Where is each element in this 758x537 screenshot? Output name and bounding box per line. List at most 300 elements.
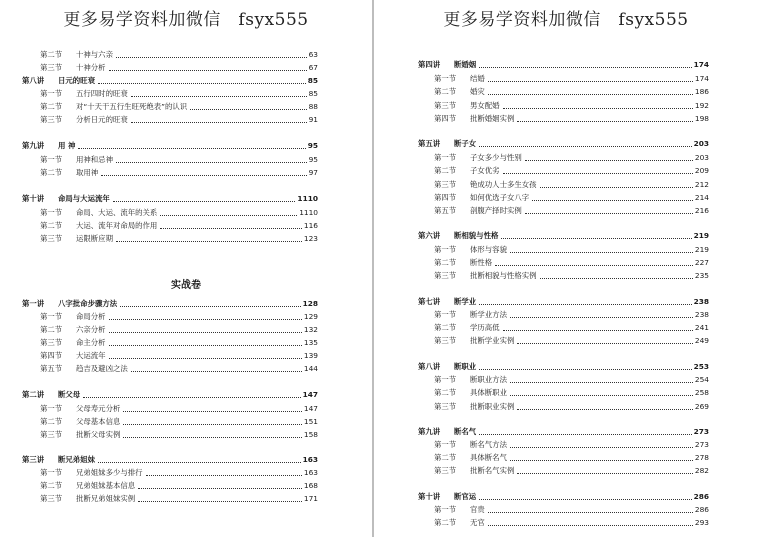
toc-page-number: 273 — [694, 440, 709, 449]
toc-section-entry[interactable] — [434, 374, 709, 385]
dot-leader — [510, 394, 693, 396]
toc-page-number: 254 — [694, 375, 709, 384]
toc-label — [434, 179, 537, 190]
toc-page-number: 129 — [303, 312, 318, 321]
toc-page-number: 269 — [694, 402, 709, 411]
dot-leader — [78, 147, 305, 149]
toc-lecture-entry[interactable] — [22, 454, 318, 465]
toc-section-entry[interactable] — [40, 363, 318, 374]
toc-number: 第三节 — [434, 336, 457, 345]
toc-label — [22, 140, 75, 151]
toc-section-entry[interactable] — [434, 113, 709, 124]
dot-leader — [503, 172, 693, 174]
toc-number: 第一节 — [40, 468, 63, 477]
toc-title: 断性格 — [470, 258, 493, 267]
toc-section-entry[interactable] — [434, 165, 709, 176]
toc-number: 第一节 — [434, 310, 457, 319]
toc-title: 断职业 — [454, 362, 477, 371]
dot-leader — [488, 80, 693, 82]
dot-leader — [109, 318, 302, 320]
toc-title: 具体断职业 — [470, 388, 507, 397]
toc-page-number: 212 — [694, 180, 709, 189]
toc-section-entry[interactable] — [40, 154, 318, 165]
dot-leader — [101, 174, 306, 176]
toc-section-entry[interactable] — [40, 311, 318, 322]
toc-label — [418, 426, 476, 437]
dot-leader — [116, 56, 307, 58]
toc-number: 第二节 — [40, 325, 63, 334]
toc-page-number: 253 — [693, 362, 709, 371]
toc-title: 批断婚姻实例 — [470, 114, 515, 123]
dot-leader — [503, 107, 693, 109]
toc-number: 第二节 — [434, 323, 457, 332]
dot-leader — [160, 227, 302, 229]
toc-number: 第二节 — [40, 417, 63, 426]
toc-number: 第七讲 — [418, 297, 441, 306]
toc-section-entry[interactable] — [40, 101, 318, 112]
right-page — [374, 0, 758, 537]
dot-leader — [116, 161, 307, 163]
toc-page-number: 227 — [694, 258, 709, 267]
toc-label — [434, 270, 537, 281]
toc-page-number: 139 — [303, 351, 318, 360]
toc-title: 五行四时的旺衰 — [76, 89, 128, 98]
dot-leader — [532, 199, 693, 201]
toc-page-number: 85 — [308, 89, 318, 98]
toc-number: 第二节 — [40, 102, 63, 111]
toc-label — [434, 113, 514, 124]
toc-page-number: 85 — [307, 76, 318, 85]
dot-leader — [479, 303, 691, 305]
dot-leader — [517, 408, 693, 410]
toc-label — [434, 452, 507, 463]
toc-title: 对“十天干五行生旺死绝表”的认识 — [76, 102, 188, 111]
dot-leader — [525, 159, 693, 161]
toc-section-entry[interactable] — [434, 244, 709, 255]
toc-section-entry[interactable] — [40, 167, 318, 178]
toc-number: 第一节 — [434, 505, 457, 514]
toc-page-number: 238 — [694, 310, 709, 319]
toc-section-entry[interactable] — [40, 480, 318, 491]
toc-page-number: 192 — [694, 101, 709, 110]
toc-page-number: 203 — [694, 153, 709, 162]
toc-title: 断学业 — [454, 297, 477, 306]
toc-title: 父母寿元分析 — [76, 404, 121, 413]
toc-number: 第三节 — [434, 466, 457, 475]
toc-label — [434, 401, 514, 412]
toc-number: 第三节 — [40, 63, 63, 72]
toc-label — [40, 416, 120, 427]
toc-page-number: 91 — [308, 115, 318, 124]
toc-label — [40, 114, 128, 125]
toc-number: 第二节 — [40, 221, 63, 230]
toc-page-number: 286 — [693, 492, 709, 501]
toc-lecture-entry[interactable] — [418, 491, 709, 502]
page-header: 更多易学资料加微信 fsyx555 — [443, 10, 689, 30]
toc-title: 命主分析 — [76, 338, 106, 347]
toc-label — [434, 73, 485, 84]
toc-section-entry[interactable] — [434, 401, 709, 412]
toc-lecture-entry[interactable] — [418, 426, 709, 437]
toc-number: 第三节 — [434, 101, 457, 110]
toc-label — [434, 152, 522, 163]
toc-page-number: 238 — [693, 297, 709, 306]
dot-leader — [98, 82, 306, 84]
toc-label — [434, 165, 500, 176]
toc-title: 断官运 — [454, 492, 477, 501]
toc-number: 第五节 — [434, 206, 457, 215]
toc-section-entry[interactable] — [434, 387, 709, 398]
toc-label — [22, 389, 80, 400]
toc-label — [434, 374, 507, 385]
toc-section-entry[interactable] — [434, 179, 709, 190]
toc-label — [40, 311, 106, 322]
toc-label — [434, 100, 500, 111]
toc-lecture-entry[interactable] — [22, 75, 318, 86]
toc-section-entry[interactable] — [40, 62, 318, 73]
toc-number: 第三节 — [434, 180, 457, 189]
dot-leader — [488, 93, 693, 95]
toc-label — [40, 233, 113, 244]
toc-title: 子女多少与性别 — [470, 153, 522, 162]
toc-label — [434, 322, 500, 333]
toc-title: 运限断应期 — [76, 234, 113, 243]
toc-title: 命局与大运流年 — [58, 194, 110, 203]
toc-number: 第十讲 — [418, 492, 441, 501]
toc-page-number: 168 — [303, 481, 318, 490]
toc-label — [40, 101, 187, 112]
toc-title: 兄弟姐妹基本信息 — [76, 481, 136, 490]
toc-page-number: 88 — [308, 102, 318, 111]
toc-label — [40, 220, 157, 231]
toc-title: 男女配婚 — [470, 101, 500, 110]
toc-label — [40, 49, 113, 60]
toc-number: 第三节 — [434, 271, 457, 280]
toc-title: 断相貌与性格 — [454, 231, 499, 240]
toc-number: 第三节 — [40, 338, 63, 347]
toc-title: 用神和忌神 — [76, 155, 113, 164]
dot-leader — [479, 498, 691, 500]
toc-section-entry[interactable] — [434, 152, 709, 163]
dot-leader — [510, 381, 693, 383]
toc-page-number: 144 — [303, 364, 318, 373]
toc-label — [22, 298, 117, 309]
dot-leader — [131, 370, 302, 372]
dot-leader — [138, 487, 302, 489]
toc-section-entry[interactable] — [40, 403, 318, 414]
dot-leader — [510, 446, 693, 448]
toc-section-entry[interactable] — [40, 220, 318, 231]
left-page — [0, 0, 372, 537]
toc-number: 第二节 — [434, 388, 457, 397]
toc-title: 具体断名气 — [470, 453, 507, 462]
dot-leader — [540, 186, 693, 188]
toc-page-number: 123 — [303, 234, 318, 243]
toc-number: 第一节 — [434, 74, 457, 83]
toc-label — [434, 257, 492, 268]
toc-page-number: 97 — [308, 168, 318, 177]
toc-number: 第四讲 — [418, 60, 441, 69]
toc-number: 第二节 — [434, 87, 457, 96]
toc-title: 婚灾 — [470, 87, 485, 96]
dot-leader — [116, 240, 302, 242]
toc-number: 第八讲 — [418, 362, 441, 371]
page-header: 更多易学资料加微信 fsyx555 — [63, 10, 309, 30]
toc-number: 第三讲 — [22, 455, 45, 464]
toc-number: 第二节 — [434, 166, 457, 175]
toc-page-number: 95 — [308, 155, 318, 164]
toc-number: 第二节 — [434, 453, 457, 462]
toc-title: 十神分析 — [76, 63, 106, 72]
toc-page-number: 151 — [303, 417, 318, 426]
toc-number: 第三节 — [40, 234, 63, 243]
toc-title: 批断父母实例 — [76, 430, 121, 439]
toc-number: 第四节 — [434, 193, 457, 202]
toc-page-number: 174 — [693, 60, 709, 69]
toc-number: 第一讲 — [22, 299, 45, 308]
toc-title: 日元的旺衰 — [58, 76, 95, 85]
toc-page-number: 128 — [302, 299, 318, 308]
toc-label — [40, 337, 106, 348]
toc-label — [418, 59, 476, 70]
toc-number: 第二讲 — [22, 390, 45, 399]
toc-number: 第四节 — [434, 114, 457, 123]
toc-title: 分析日元的旺衰 — [76, 115, 128, 124]
toc-section-entry[interactable] — [40, 88, 318, 99]
toc-number: 第二节 — [40, 168, 63, 177]
toc-title: 命局分析 — [76, 312, 106, 321]
dot-leader — [510, 316, 693, 318]
toc-label — [434, 387, 507, 398]
toc-title: 断子女 — [454, 139, 477, 148]
toc-page-number: 282 — [694, 466, 709, 475]
toc-lecture-entry[interactable] — [22, 193, 318, 204]
toc-label — [434, 86, 485, 97]
toc-page-number: 63 — [308, 50, 318, 59]
toc-lecture-entry[interactable] — [418, 59, 709, 70]
toc-section-entry[interactable] — [40, 207, 318, 218]
dot-leader — [98, 461, 301, 463]
toc-page-number: 171 — [303, 494, 318, 503]
toc-lecture-entry[interactable] — [418, 361, 709, 372]
toc-lecture-entry[interactable] — [418, 230, 709, 241]
toc-section-entry[interactable] — [434, 192, 709, 203]
toc-section-entry[interactable] — [40, 233, 318, 244]
dot-leader — [503, 329, 693, 331]
toc-section-entry[interactable] — [434, 335, 709, 346]
toc-page-number: 219 — [693, 231, 709, 240]
toc-number: 第一节 — [40, 312, 63, 321]
toc-number: 第五节 — [40, 364, 63, 373]
section-heading: 实战卷 — [171, 280, 201, 291]
toc-number: 第一节 — [434, 375, 457, 384]
toc-page-number: 67 — [308, 63, 318, 72]
toc-label — [22, 75, 95, 86]
dot-leader — [488, 511, 693, 513]
toc-label — [40, 429, 120, 440]
toc-label — [40, 154, 113, 165]
toc-section-entry[interactable] — [40, 49, 318, 60]
dot-leader — [479, 66, 691, 68]
toc-label — [434, 192, 529, 203]
dot-leader — [160, 214, 297, 216]
toc-section-entry[interactable] — [434, 309, 709, 320]
toc-section-entry[interactable] — [40, 429, 318, 440]
toc-section-entry[interactable] — [434, 86, 709, 97]
toc-title: 如何优选子女八字 — [470, 193, 530, 202]
toc-number: 第六讲 — [418, 231, 441, 240]
toc-title: 批断相貌与性格实例 — [470, 271, 537, 280]
toc-title: 八字批命步骤方法 — [58, 299, 118, 308]
toc-section-entry[interactable] — [40, 337, 318, 348]
toc-label — [22, 454, 95, 465]
toc-page-number: 286 — [694, 505, 709, 514]
toc-page-number: 273 — [693, 427, 709, 436]
toc-label — [418, 361, 476, 372]
toc-title: 断父母 — [58, 390, 81, 399]
dot-leader — [510, 251, 693, 253]
dot-leader — [109, 331, 302, 333]
dot-leader — [501, 237, 691, 239]
toc-number: 第九讲 — [418, 427, 441, 436]
toc-number: 第三节 — [40, 430, 63, 439]
toc-number: 第九讲 — [22, 141, 45, 150]
toc-label — [434, 517, 485, 528]
dot-leader — [109, 357, 302, 359]
toc-page-number: 132 — [303, 325, 318, 334]
toc-page-number: 186 — [694, 87, 709, 96]
toc-title: 趋吉及避凶之法 — [76, 364, 128, 373]
toc-section-entry[interactable] — [434, 205, 709, 216]
toc-label — [40, 62, 106, 73]
toc-section-entry[interactable] — [434, 270, 709, 281]
toc-label — [434, 465, 514, 476]
toc-label — [40, 324, 106, 335]
toc-number: 第一节 — [434, 245, 457, 254]
dot-leader — [479, 145, 691, 147]
toc-label — [40, 403, 120, 414]
dot-leader — [120, 305, 300, 307]
toc-section-entry[interactable] — [434, 465, 709, 476]
toc-page-number: 258 — [694, 388, 709, 397]
dot-leader — [479, 368, 691, 370]
toc-section-entry[interactable] — [434, 257, 709, 268]
toc-label — [40, 167, 98, 178]
dot-leader — [109, 69, 307, 71]
toc-page-number: 219 — [694, 245, 709, 254]
toc-title: 取用神 — [76, 168, 99, 177]
toc-number: 第二节 — [40, 50, 63, 59]
toc-title: 官贵 — [470, 505, 485, 514]
dot-leader — [146, 474, 302, 476]
toc-number: 第三节 — [40, 494, 63, 503]
dot-leader — [479, 433, 691, 435]
toc-lecture-entry[interactable] — [22, 140, 318, 151]
toc-number: 第二节 — [434, 518, 457, 527]
toc-label — [40, 363, 128, 374]
toc-page-number: 1110 — [299, 208, 318, 217]
toc-number: 第三节 — [40, 115, 63, 124]
toc-number: 第二节 — [434, 258, 457, 267]
toc-title: 学历高低 — [470, 323, 500, 332]
toc-lecture-entry[interactable] — [22, 389, 318, 400]
toc-label — [434, 205, 522, 216]
toc-page-number: 278 — [694, 453, 709, 462]
toc-title: 批断学业实例 — [470, 336, 515, 345]
toc-section-entry[interactable] — [434, 100, 709, 111]
toc-lecture-entry[interactable] — [418, 296, 709, 307]
dot-leader — [138, 500, 302, 502]
toc-title: 用 神 — [58, 141, 76, 150]
toc-page-number: 198 — [694, 114, 709, 123]
toc-page-number: 293 — [694, 518, 709, 527]
dot-leader — [83, 396, 300, 398]
toc-title: 批断名气实例 — [470, 466, 515, 475]
toc-section-entry[interactable] — [434, 73, 709, 84]
toc-page-number: 249 — [694, 336, 709, 345]
toc-title: 剖腹产择时实例 — [470, 206, 522, 215]
toc-page-number: 163 — [302, 455, 318, 464]
toc-section-entry[interactable] — [434, 504, 709, 515]
toc-title: 十神与六亲 — [76, 50, 113, 59]
toc-section-entry[interactable] — [40, 324, 318, 335]
toc-page-number: 116 — [303, 221, 318, 230]
toc-label — [434, 309, 507, 320]
toc-label — [418, 491, 476, 502]
toc-section-entry[interactable] — [40, 493, 318, 504]
toc-number: 第一节 — [434, 440, 457, 449]
toc-number: 第一节 — [434, 153, 457, 162]
toc-page-number: 235 — [694, 271, 709, 280]
toc-section-entry[interactable] — [434, 439, 709, 450]
toc-section-entry[interactable] — [434, 452, 709, 463]
dot-leader — [131, 95, 307, 97]
toc-section-entry[interactable] — [434, 322, 709, 333]
toc-section-entry[interactable] — [40, 467, 318, 478]
dot-leader — [517, 472, 693, 474]
dot-leader — [540, 277, 693, 279]
toc-title: 批断兄弟姐妹实例 — [76, 494, 136, 503]
toc-lecture-entry[interactable] — [22, 298, 318, 309]
dot-leader — [131, 121, 307, 123]
toc-section-entry[interactable] — [40, 416, 318, 427]
toc-title: 命局、大运、流年的关系 — [76, 208, 158, 217]
toc-page-number: 214 — [694, 193, 709, 202]
toc-label — [418, 296, 476, 307]
toc-page-number: 1110 — [297, 194, 318, 203]
toc-title: 断兄弟姐妹 — [58, 455, 95, 464]
toc-section-entry[interactable] — [434, 517, 709, 528]
toc-section-entry[interactable] — [40, 350, 318, 361]
toc-number: 第一节 — [40, 404, 63, 413]
toc-title: 大运、流年对命局的作用 — [76, 221, 158, 230]
toc-section-entry[interactable] — [40, 114, 318, 125]
toc-label — [418, 230, 498, 241]
toc-page-number: 135 — [303, 338, 318, 347]
toc-title: 子女优劣 — [470, 166, 500, 175]
toc-title: 父母基本信息 — [76, 417, 121, 426]
toc-title: 铯成功人士多生女孩 — [470, 180, 537, 189]
toc-page-number: 203 — [693, 139, 709, 148]
toc-label — [434, 335, 514, 346]
toc-number: 第八讲 — [22, 76, 45, 85]
toc-lecture-entry[interactable] — [418, 138, 709, 149]
toc-title: 兄弟姐妹多少与排行 — [76, 468, 143, 477]
toc-title: 断职业方法 — [470, 375, 507, 384]
toc-title: 断名气 — [454, 427, 477, 436]
toc-number: 第一节 — [40, 208, 63, 217]
toc-title: 结婚 — [470, 74, 485, 83]
